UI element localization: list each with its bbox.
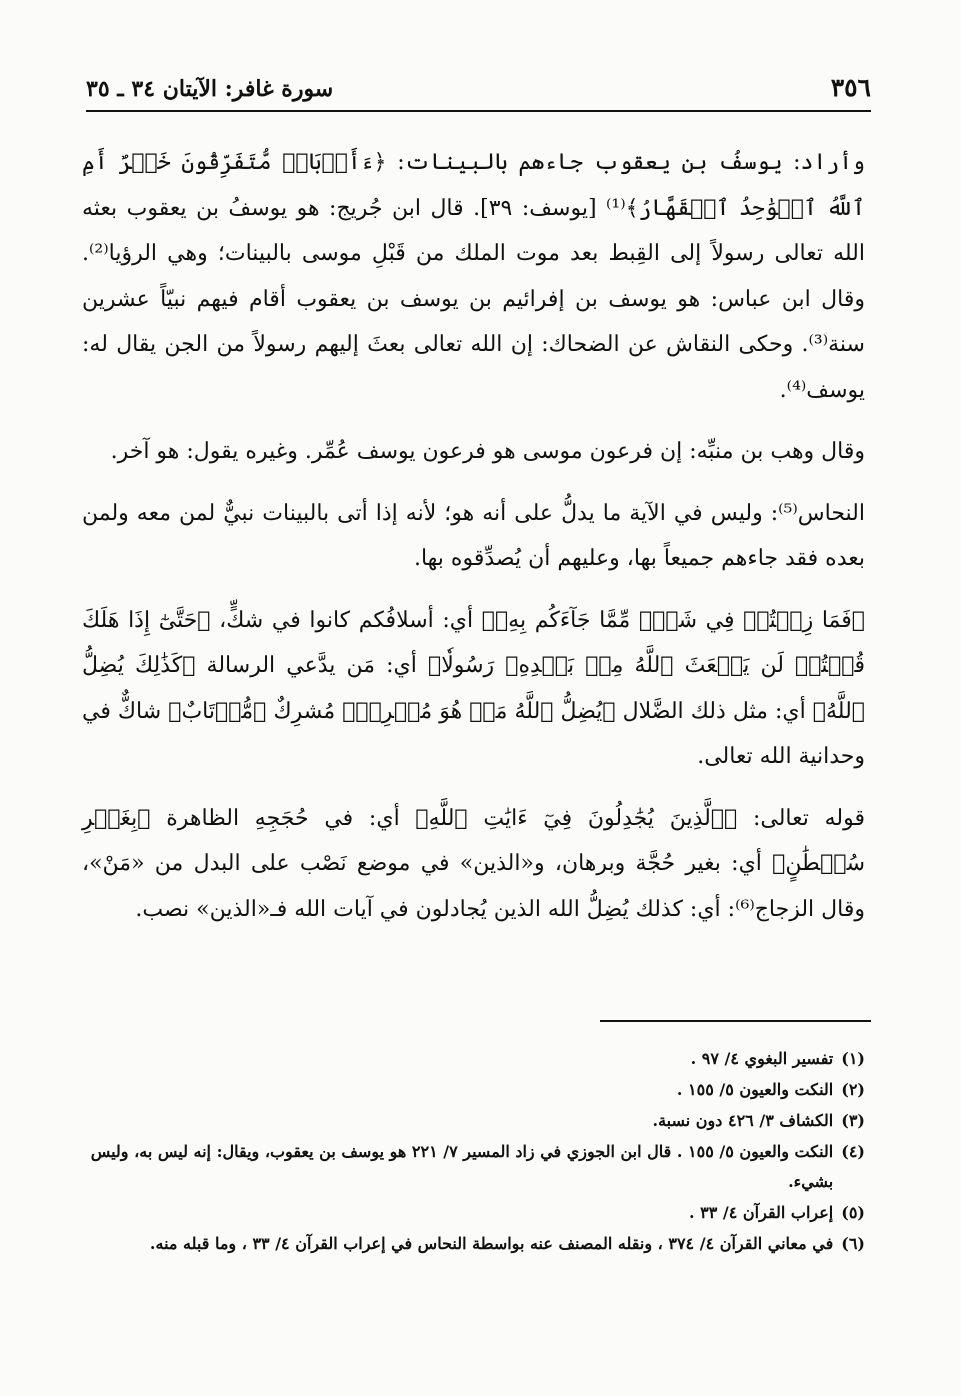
footnote-text: في معاني القرآن ٤/ ٣٧٤ ، ونقله المصنف عنه بواسطة النحاس في إعراب القرآن ٤/ ٣٣ ، وما قبله منه. xyxy=(149,1234,834,1253)
footnote-text: الكشاف ٣/ ٤٢٦ دون نسبة. xyxy=(652,1111,834,1130)
footnote-number: (٢) xyxy=(841,1080,865,1099)
footnote-number: (٦) xyxy=(841,1234,865,1253)
footnote xyxy=(82,1229,865,1259)
page-number: ٣٥٦ xyxy=(830,73,871,102)
footnote-text: تفسير البغوي ٤/ ٩٧ . xyxy=(690,1049,834,1068)
paragraph: وقال وهب بن منبِّه: إن فرعون موسى هو فرعون يوسف عُمِّر. وغيره يقول: هو آخر. xyxy=(110,439,865,464)
paragraph: ﴿فَمَا زِلۡتُمۡ فِي شَكّٖ مِّمَّا جَآءَكُم بِهِۦ﴾ أي: أسلافُكم كانوا في شكٍّ، ﴿حَتَّىٰٓ إِذَا هَلَكَ قُلۡتُمۡ لَن يَبۡعَثَ ٱللَّهُ مِنۢ بَعۡدِهِۦ رَسُولٗا﴾ أي: مَن يدَّعي الرسالة ﴿كَذَٰلِكَ يُضِلُّ ٱللَّهُ﴾ أي: مثل ذلك الضَّلال ﴿يُضِلُّ ٱللَّهُ مَنۡ هُوَ مُسۡرِفٞ﴾ مُشرِكٌ ﴿مُّرۡتَابٌ﴾ شاكٌّ في وحدانية الله تعالى. xyxy=(82,607,865,769)
paragraph: النحاس⁽⁵⁾: وليس في الآية ما يدلُّ على أنه هو؛ لأنه إذا أتى بالبينات نبيٌّ لمن معه ولمن بعده فقد جاءهم جميعاً بها، وعليهم أن يُصدِّقوه بها. xyxy=(82,500,865,571)
running-title: سورة غافر: الآيتان ٣٤ ـ ٣٥ xyxy=(86,76,334,102)
footnote-rule xyxy=(600,1020,871,1022)
footnote xyxy=(82,1198,865,1228)
header-rule xyxy=(86,110,871,112)
footnote xyxy=(82,1137,865,1197)
footnote-number: (٤) xyxy=(841,1142,865,1161)
page-header xyxy=(86,62,871,102)
footnote xyxy=(82,1075,865,1105)
paragraph: وأراد: يوسفُ بن يعقوب جاءهم بالبينات: ﴿ءَأَرۡبَابٞ مُّتَفَرِّقُونَ خَيۡرٌ أَمِ ٱللَّهُ ٱلۡوَٰحِدُ ٱلۡقَهَّارُ﴾⁽¹⁾ [يوسف: ٣٩]. قال ابن جُريج: هو يوسفُ بن يعقوب بعثه الله تعالى رسولاً إلى القِبط بعد موت الملك من قَبْلِ موسى بالبينات؛ وهي الرؤيا⁽²⁾. وقال ابن عباس: هو يوسف بن إفرائيم بن يوسف بن يعقوب أقام فيهم نبيّاً عشرين سنة⁽³⁾. وحكى النقاش عن الضحاك: إن الله تعالى بعثَ إليهم رسولاً من الجن يقال له: يوسف⁽⁴⁾. xyxy=(82,150,865,403)
footnote xyxy=(82,1106,865,1136)
footnote-number: (١) xyxy=(841,1049,865,1068)
footnote-text: النكت والعيون ٥/ ١٥٥ . قال ابن الجوزي في زاد المسير ٧/ ٢٢١ هو يوسف بن يعقوب، ويقال: إنه ليس به، وليس بشيء. xyxy=(90,1142,834,1191)
footnote-text: إعراب القرآن ٤/ ٣٣ . xyxy=(689,1203,834,1222)
footnote-number: (٣) xyxy=(841,1111,865,1130)
paragraph: قوله تعالى: ﴿ٱلَّذِينَ يُجَٰدِلُونَ فِيٓ ءَايَٰتِ ٱللَّهِ﴾ أي: في حُجَجِهِ الظاهرة ﴿بِغَيۡرِ سُلۡطَٰنٍ﴾ أي: بغير حُجَّة وبرهان، و«الذين» في موضع نَصْب على البدل من «مَنْ»، وقال الزجاج⁽⁶⁾: أي: كذلك يُضِلُّ الله الذين يُجادلون في آيات الله فـ«الذين» نصب. xyxy=(82,805,865,922)
footnote-text: النكت والعيون ٥/ ١٥٥ . xyxy=(676,1080,834,1099)
footnote-number: (٥) xyxy=(841,1203,865,1222)
footnote xyxy=(82,1044,865,1074)
main-text xyxy=(82,140,865,948)
footnotes xyxy=(82,1044,865,1260)
